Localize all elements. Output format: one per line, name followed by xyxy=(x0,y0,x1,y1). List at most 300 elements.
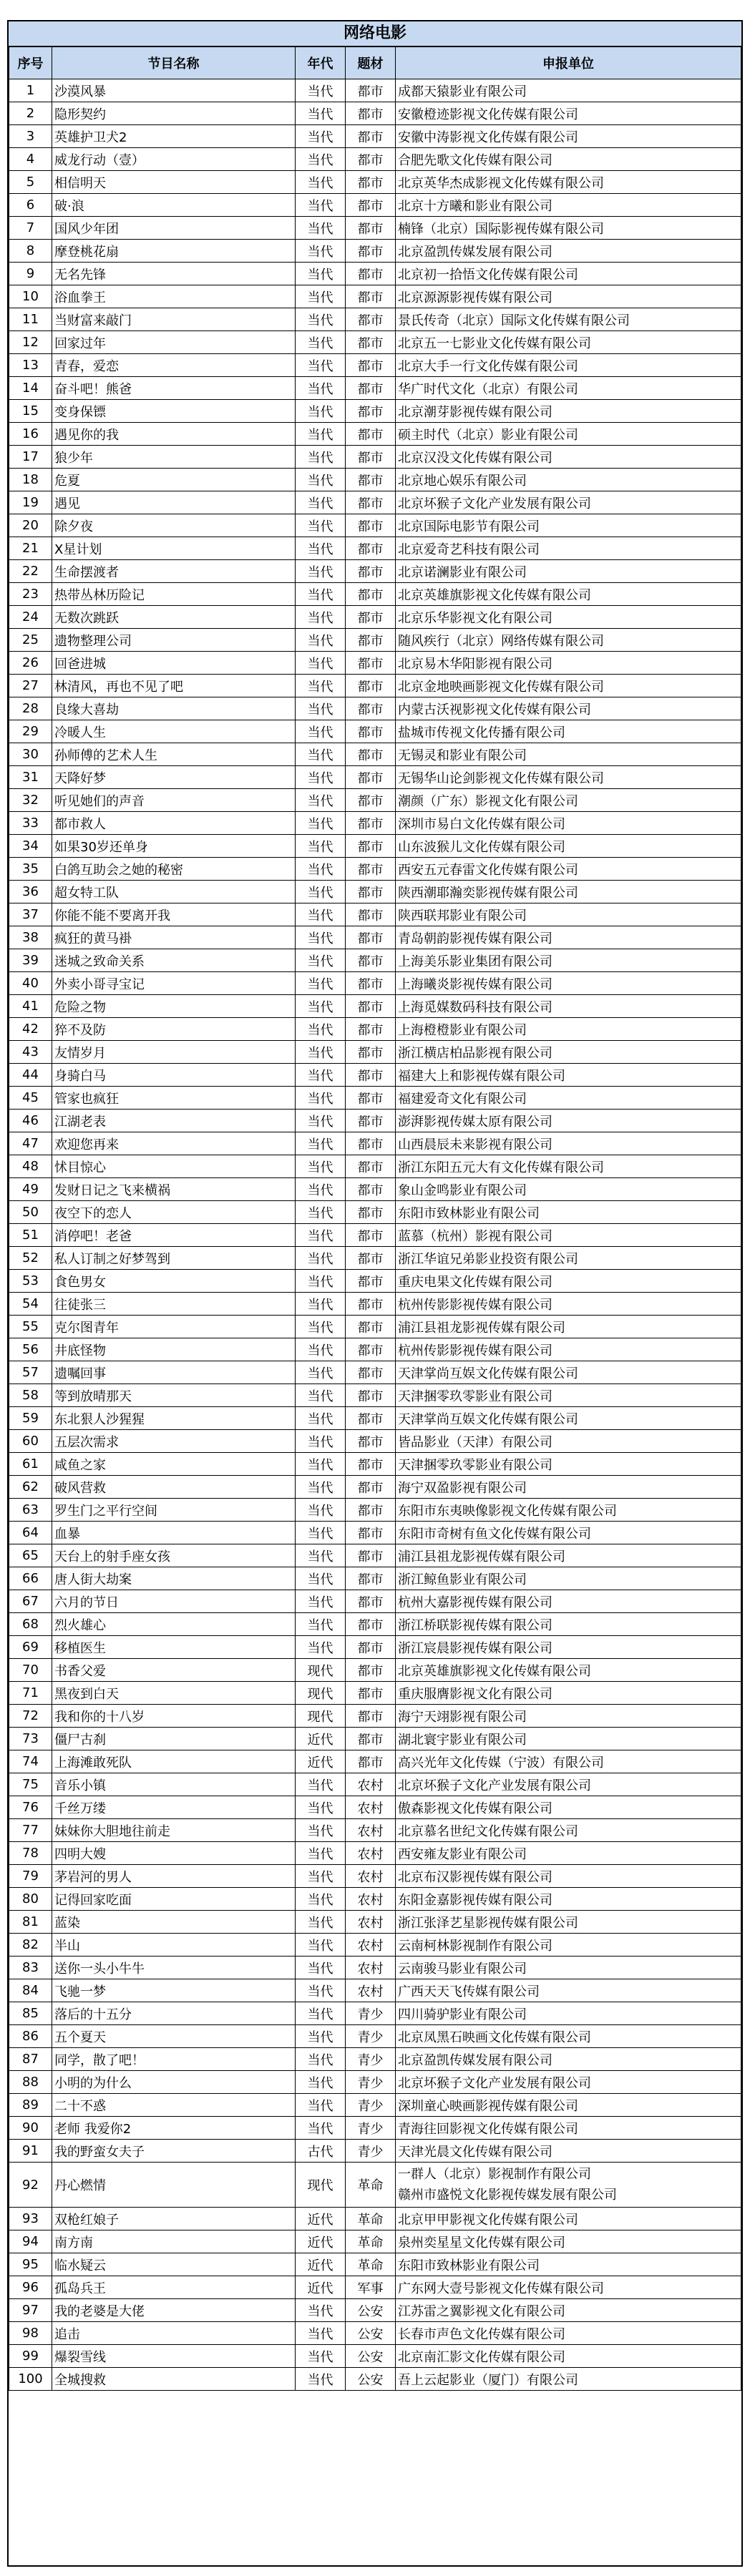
row-applicant: 浙江鲸鱼影业有限公司 xyxy=(396,1567,741,1590)
row-applicant: 重庆电果文化传媒有限公司 xyxy=(396,1270,741,1293)
row-program-name: 外卖小哥寻宝记 xyxy=(52,972,296,995)
row-applicant: 海宁双盈影视有限公司 xyxy=(396,1476,741,1499)
table-row xyxy=(9,1522,741,1544)
row-genre: 都市 xyxy=(346,583,396,606)
row-applicant: 天津捆零玖零影业有限公司 xyxy=(396,1453,741,1476)
table-row xyxy=(9,1293,741,1316)
table-row xyxy=(9,1613,741,1636)
row-genre: 都市 xyxy=(346,1247,396,1270)
row-index: 68 xyxy=(9,1613,52,1636)
row-program-name: 沙漠风暴 xyxy=(52,79,296,102)
row-program-name: 迷城之致命关系 xyxy=(52,949,296,972)
table-row xyxy=(9,2048,741,2071)
row-genre: 都市 xyxy=(346,446,396,469)
row-index: 76 xyxy=(9,1796,52,1819)
table-row xyxy=(9,1155,741,1178)
table-row xyxy=(9,1132,741,1155)
row-index: 98 xyxy=(9,2322,52,2345)
row-index: 100 xyxy=(9,2368,52,2391)
row-era: 当代 xyxy=(296,1316,346,1338)
row-genre: 都市 xyxy=(346,194,396,217)
row-applicant: 天津光晨文化传媒有限公司 xyxy=(396,2140,741,2163)
row-genre: 青少 xyxy=(346,2140,396,2163)
row-index: 70 xyxy=(9,1659,52,1682)
row-applicant: 天津掌尚互娱文化传媒有限公司 xyxy=(396,1361,741,1384)
row-era: 近代 xyxy=(296,2230,346,2253)
row-program-name: 除夕夜 xyxy=(52,514,296,537)
row-index: 9 xyxy=(9,263,52,285)
row-program-name: 茅岩河的男人 xyxy=(52,1865,296,1888)
row-program-name: 克尔图青年 xyxy=(52,1316,296,1338)
table-row xyxy=(9,1682,741,1705)
row-index: 1 xyxy=(9,79,52,102)
row-applicant: 北京国际电影节有限公司 xyxy=(396,514,741,537)
header-era: 年代 xyxy=(296,47,346,79)
row-genre: 青少 xyxy=(346,2094,396,2117)
row-genre: 都市 xyxy=(346,1590,396,1613)
row-index: 82 xyxy=(9,1934,52,1957)
row-applicant: 随风疾行（北京）网络传媒有限公司 xyxy=(396,629,741,652)
row-index: 32 xyxy=(9,789,52,812)
row-program-name: 血暴 xyxy=(52,1522,296,1544)
row-era: 当代 xyxy=(296,1865,346,1888)
table-row xyxy=(9,1178,741,1201)
row-program-name: 妹妹你大胆地往前走 xyxy=(52,1819,296,1842)
row-index: 30 xyxy=(9,743,52,766)
row-era: 当代 xyxy=(296,1773,346,1796)
table-row xyxy=(9,148,741,171)
row-era: 当代 xyxy=(296,1087,346,1110)
table-row xyxy=(9,972,741,995)
row-program-name: 国风少年团 xyxy=(52,217,296,240)
row-genre: 都市 xyxy=(346,1201,396,1224)
row-genre: 都市 xyxy=(346,102,396,125)
row-era: 当代 xyxy=(296,1979,346,2002)
row-program-name: X星计划 xyxy=(52,537,296,560)
row-genre: 都市 xyxy=(346,995,396,1018)
row-applicant: 海宁天翊影视有限公司 xyxy=(396,1705,741,1728)
row-era: 当代 xyxy=(296,514,346,537)
row-index: 21 xyxy=(9,537,52,560)
row-applicant: 长春市声色文化传媒有限公司 xyxy=(396,2322,741,2345)
row-applicant: 云南柯林影视制作有限公司 xyxy=(396,1934,741,1957)
row-genre: 青少 xyxy=(346,2002,396,2025)
row-era: 当代 xyxy=(296,125,346,148)
header-program-name: 节目名称 xyxy=(52,47,296,79)
row-applicant: 上海橙橙影业有限公司 xyxy=(396,1018,741,1041)
row-index: 27 xyxy=(9,675,52,697)
table-row xyxy=(9,331,741,354)
table-row xyxy=(9,400,741,423)
row-index: 86 xyxy=(9,2025,52,2048)
table-row xyxy=(9,766,741,789)
row-applicant: 北京初一拾悟文化传媒有限公司 xyxy=(396,263,741,285)
row-index: 44 xyxy=(9,1064,52,1087)
table-row xyxy=(9,1224,741,1247)
row-program-name: 井底怪物 xyxy=(52,1338,296,1361)
row-genre: 都市 xyxy=(346,1705,396,1728)
row-program-name: 当财富来敲门 xyxy=(52,308,296,331)
row-genre: 都市 xyxy=(346,1178,396,1201)
row-index: 66 xyxy=(9,1567,52,1590)
table-row xyxy=(9,285,741,308)
row-applicant: 浙江东阳五元大有文化传媒有限公司 xyxy=(396,1155,741,1178)
row-era: 当代 xyxy=(296,1636,346,1659)
row-index: 29 xyxy=(9,720,52,743)
table-row xyxy=(9,652,741,675)
row-index: 92 xyxy=(9,2163,52,2208)
row-genre: 都市 xyxy=(346,606,396,629)
row-era: 当代 xyxy=(296,2117,346,2140)
row-applicant: 山西晨辰未来影视有限公司 xyxy=(396,1132,741,1155)
row-index: 31 xyxy=(9,766,52,789)
row-era: 当代 xyxy=(296,1499,346,1522)
row-program-name: 青春，爱恋 xyxy=(52,354,296,377)
row-applicant: 北京盈凯传媒发展有限公司 xyxy=(396,240,741,263)
row-applicant: 杭州传影影视传媒有限公司 xyxy=(396,1293,741,1316)
row-index: 62 xyxy=(9,1476,52,1499)
row-applicant: 北京潮芽影视传媒有限公司 xyxy=(396,400,741,423)
row-era: 当代 xyxy=(296,1270,346,1293)
row-index: 49 xyxy=(9,1178,52,1201)
table-row xyxy=(9,720,741,743)
table-row xyxy=(9,675,741,697)
row-applicant: 天津掌尚互娱文化传媒有限公司 xyxy=(396,1407,741,1430)
row-genre: 都市 xyxy=(346,1476,396,1499)
row-applicant: 东阳市致林影业有限公司 xyxy=(396,2253,741,2276)
row-era: 当代 xyxy=(296,881,346,903)
table-row xyxy=(9,743,741,766)
row-applicant: 皆品影业（天津）有限公司 xyxy=(396,1430,741,1453)
row-era: 当代 xyxy=(296,1407,346,1430)
row-index: 37 xyxy=(9,903,52,926)
row-applicant: 北京金地映画影视文化传媒有限公司 xyxy=(396,675,741,697)
row-index: 88 xyxy=(9,2071,52,2094)
row-era: 当代 xyxy=(296,2368,346,2391)
row-index: 81 xyxy=(9,1911,52,1934)
row-index: 18 xyxy=(9,469,52,491)
row-genre: 都市 xyxy=(346,972,396,995)
table-row xyxy=(9,1018,741,1041)
table-row xyxy=(9,1796,741,1819)
row-era: 当代 xyxy=(296,812,346,835)
row-program-name: 私人订制之好梦驾到 xyxy=(52,1247,296,1270)
row-genre: 都市 xyxy=(346,1750,396,1773)
row-era: 当代 xyxy=(296,446,346,469)
row-program-name: 五个夏天 xyxy=(52,2025,296,2048)
table-row xyxy=(9,583,741,606)
row-era: 当代 xyxy=(296,1224,346,1247)
row-era: 现代 xyxy=(296,1659,346,1682)
row-program-name: 老师 我爱你2 xyxy=(52,2117,296,2140)
row-applicant: 天津捆零玖零影业有限公司 xyxy=(396,1384,741,1407)
row-applicant: 浦江县祖龙影视传媒有限公司 xyxy=(396,1544,741,1567)
row-applicant: 杭州传影影视传媒有限公司 xyxy=(396,1338,741,1361)
row-program-name: 孙师傅的艺术人生 xyxy=(52,743,296,766)
table-row xyxy=(9,491,741,514)
row-genre: 都市 xyxy=(346,148,396,171)
row-genre: 都市 xyxy=(346,858,396,881)
row-applicant: 高兴光年文化传媒（宁波）有限公司 xyxy=(396,1750,741,1773)
row-genre: 都市 xyxy=(346,1224,396,1247)
row-index: 90 xyxy=(9,2117,52,2140)
row-era: 当代 xyxy=(296,1293,346,1316)
row-genre: 都市 xyxy=(346,675,396,697)
row-index: 6 xyxy=(9,194,52,217)
row-program-name: 回家过年 xyxy=(52,331,296,354)
row-index: 95 xyxy=(9,2253,52,2276)
table-row xyxy=(9,240,741,263)
row-index: 5 xyxy=(9,171,52,194)
table-row xyxy=(9,537,741,560)
row-era: 当代 xyxy=(296,1338,346,1361)
row-index: 64 xyxy=(9,1522,52,1544)
row-genre: 都市 xyxy=(346,1293,396,1316)
row-era: 当代 xyxy=(296,949,346,972)
row-index: 28 xyxy=(9,697,52,720)
row-index: 2 xyxy=(9,102,52,125)
table-row xyxy=(9,812,741,835)
table-row xyxy=(9,1888,741,1911)
row-genre: 都市 xyxy=(346,1659,396,1682)
row-era: 当代 xyxy=(296,1819,346,1842)
table-row xyxy=(9,1979,741,2002)
table-row xyxy=(9,629,741,652)
table-row xyxy=(9,423,741,446)
row-program-name: 南方南 xyxy=(52,2230,296,2253)
table-row xyxy=(9,171,741,194)
row-applicant: 北京盈凯传媒发展有限公司 xyxy=(396,2048,741,2071)
row-index: 39 xyxy=(9,949,52,972)
row-applicant: 安徽中涛影视文化传媒有限公司 xyxy=(396,125,741,148)
table-row xyxy=(9,1842,741,1865)
table-row xyxy=(9,1773,741,1796)
row-genre: 都市 xyxy=(346,1041,396,1064)
row-program-name: 天台上的射手座女孩 xyxy=(52,1544,296,1567)
row-era: 当代 xyxy=(296,1155,346,1178)
row-program-name: 书香父爱 xyxy=(52,1659,296,1682)
row-index: 93 xyxy=(9,2208,52,2230)
row-era: 现代 xyxy=(296,1705,346,1728)
row-program-name: 林清风，再也不见了吧 xyxy=(52,675,296,697)
row-index: 8 xyxy=(9,240,52,263)
row-applicant: 成都天猿影业有限公司 xyxy=(396,79,741,102)
table-row xyxy=(9,1544,741,1567)
row-index: 89 xyxy=(9,2094,52,2117)
row-era: 当代 xyxy=(296,2048,346,2071)
row-era: 现代 xyxy=(296,2163,346,2208)
table-row xyxy=(9,1110,741,1132)
table-row xyxy=(9,1384,741,1407)
table-row xyxy=(9,606,741,629)
row-index: 45 xyxy=(9,1087,52,1110)
row-era: 当代 xyxy=(296,858,346,881)
row-program-name: 消停吧！老爸 xyxy=(52,1224,296,1247)
table-row xyxy=(9,835,741,858)
row-index: 41 xyxy=(9,995,52,1018)
row-applicant: 上海美乐影业集团有限公司 xyxy=(396,949,741,972)
table-row xyxy=(9,2230,741,2253)
row-applicant: 北京坏猴子文化产业发展有限公司 xyxy=(396,2071,741,2094)
row-era: 当代 xyxy=(296,1110,346,1132)
row-index: 12 xyxy=(9,331,52,354)
row-genre: 革命 xyxy=(346,2253,396,2276)
row-applicant: 北京英雄旗影视文化传媒有限公司 xyxy=(396,1659,741,1682)
row-applicant: 无锡灵和影业有限公司 xyxy=(396,743,741,766)
row-era: 当代 xyxy=(296,1888,346,1911)
row-program-name: 威龙行动（壹） xyxy=(52,148,296,171)
row-program-name: 夜空下的恋人 xyxy=(52,1201,296,1224)
row-index: 43 xyxy=(9,1041,52,1064)
table-row xyxy=(9,194,741,217)
table-row xyxy=(9,1705,741,1728)
row-applicant: 青岛朝韵影视传媒有限公司 xyxy=(396,926,741,949)
row-era: 当代 xyxy=(296,606,346,629)
row-program-name: 上海滩敢死队 xyxy=(52,1750,296,1773)
row-applicant: 傲森影视文化传媒有限公司 xyxy=(396,1796,741,1819)
row-era: 当代 xyxy=(296,2322,346,2345)
row-era: 当代 xyxy=(296,1430,346,1453)
row-program-name: 僵尸古刹 xyxy=(52,1728,296,1750)
row-era: 当代 xyxy=(296,400,346,423)
row-era: 当代 xyxy=(296,1064,346,1087)
row-index: 85 xyxy=(9,2002,52,2025)
row-era: 当代 xyxy=(296,1911,346,1934)
table-row xyxy=(9,1957,741,1979)
row-program-name: 生命摆渡者 xyxy=(52,560,296,583)
row-program-name: 罗生门之平行空间 xyxy=(52,1499,296,1522)
row-era: 当代 xyxy=(296,789,346,812)
row-index: 3 xyxy=(9,125,52,148)
row-program-name: 五层次需求 xyxy=(52,1430,296,1453)
row-index: 94 xyxy=(9,2230,52,2253)
row-applicant: 景氏传奇（北京）国际文化传媒有限公司 xyxy=(396,308,741,331)
table-row xyxy=(9,2345,741,2368)
row-genre: 都市 xyxy=(346,743,396,766)
row-applicant: 北京英雄旗影视文化传媒有限公司 xyxy=(396,583,741,606)
table-row xyxy=(9,377,741,400)
row-genre: 都市 xyxy=(346,79,396,102)
row-program-name: 无名先锋 xyxy=(52,263,296,285)
table-row xyxy=(9,995,741,1018)
row-genre: 都市 xyxy=(346,491,396,514)
row-era: 当代 xyxy=(296,469,346,491)
row-program-name: 烈火雄心 xyxy=(52,1613,296,1636)
table-row xyxy=(9,1453,741,1476)
row-genre: 都市 xyxy=(346,949,396,972)
row-era: 当代 xyxy=(296,171,346,194)
row-program-name: 听见她们的声音 xyxy=(52,789,296,812)
row-genre: 青少 xyxy=(346,2048,396,2071)
row-applicant: 北京源源影视传媒有限公司 xyxy=(396,285,741,308)
table-row xyxy=(9,2071,741,2094)
row-index: 99 xyxy=(9,2345,52,2368)
row-applicant: 北京易木华阳影视有限公司 xyxy=(396,652,741,675)
row-genre: 都市 xyxy=(346,377,396,400)
row-era: 当代 xyxy=(296,423,346,446)
table-row xyxy=(9,125,741,148)
table-row xyxy=(9,1728,741,1750)
row-era: 当代 xyxy=(296,2025,346,2048)
table-row xyxy=(9,2276,741,2299)
row-index: 36 xyxy=(9,881,52,903)
row-program-name: 临水疑云 xyxy=(52,2253,296,2276)
row-index: 10 xyxy=(9,285,52,308)
row-genre: 都市 xyxy=(346,354,396,377)
row-era: 当代 xyxy=(296,697,346,720)
row-genre: 都市 xyxy=(346,240,396,263)
table-row xyxy=(9,102,741,125)
row-genre: 都市 xyxy=(346,1544,396,1567)
row-applicant: 一群人（北京）影视制作有限公司 赣州市盛悦文化影视传媒发展有限公司 xyxy=(396,2163,741,2208)
row-genre: 农村 xyxy=(346,1796,396,1819)
row-era: 当代 xyxy=(296,995,346,1018)
row-applicant: 北京诺澜影业有限公司 xyxy=(396,560,741,583)
table-row xyxy=(9,926,741,949)
row-genre: 都市 xyxy=(346,1361,396,1384)
row-era: 当代 xyxy=(296,835,346,858)
row-applicant: 北京五一七影业文化传媒有限公司 xyxy=(396,331,741,354)
row-index: 84 xyxy=(9,1979,52,2002)
table-row xyxy=(9,903,741,926)
row-program-name: 唐人街大劫案 xyxy=(52,1567,296,1590)
row-applicant: 西安雍友影业有限公司 xyxy=(396,1842,741,1865)
row-applicant: 北京十方曦和影业有限公司 xyxy=(396,194,741,217)
row-index: 53 xyxy=(9,1270,52,1293)
row-genre: 都市 xyxy=(346,469,396,491)
table-row xyxy=(9,1270,741,1293)
row-genre: 都市 xyxy=(346,766,396,789)
row-applicant: 深圳市易白文化传媒有限公司 xyxy=(396,812,741,835)
row-genre: 农村 xyxy=(346,1865,396,1888)
row-genre: 都市 xyxy=(346,537,396,560)
row-index: 72 xyxy=(9,1705,52,1728)
row-era: 当代 xyxy=(296,1132,346,1155)
table-row xyxy=(9,1087,741,1110)
row-applicant: 北京慕名世纪文化传媒有限公司 xyxy=(396,1819,741,1842)
row-genre: 都市 xyxy=(346,514,396,537)
row-index: 4 xyxy=(9,148,52,171)
row-program-name: 热带丛林历险记 xyxy=(52,583,296,606)
row-index: 19 xyxy=(9,491,52,514)
table-row xyxy=(9,1499,741,1522)
table-row xyxy=(9,1659,741,1682)
row-index: 60 xyxy=(9,1430,52,1453)
row-genre: 公安 xyxy=(346,2299,396,2322)
row-program-name: 管家也疯狂 xyxy=(52,1087,296,1110)
row-era: 当代 xyxy=(296,308,346,331)
table-row xyxy=(9,2208,741,2230)
row-program-name: 变身保镖 xyxy=(52,400,296,423)
row-applicant: 硕主时代（北京）影业有限公司 xyxy=(396,423,741,446)
row-era: 当代 xyxy=(296,1957,346,1979)
row-genre: 都市 xyxy=(346,1682,396,1705)
row-genre: 都市 xyxy=(346,125,396,148)
row-era: 当代 xyxy=(296,491,346,514)
row-era: 当代 xyxy=(296,972,346,995)
row-era: 当代 xyxy=(296,926,346,949)
row-index: 15 xyxy=(9,400,52,423)
row-index: 77 xyxy=(9,1819,52,1842)
row-index: 11 xyxy=(9,308,52,331)
table-row xyxy=(9,1316,741,1338)
table-row xyxy=(9,2117,741,2140)
row-genre: 都市 xyxy=(346,1728,396,1750)
table-row xyxy=(9,2094,741,2117)
row-program-name: 丹心燃情 xyxy=(52,2163,296,2208)
row-index: 14 xyxy=(9,377,52,400)
row-applicant: 广东网大壹号影视文化传媒有限公司 xyxy=(396,2276,741,2299)
